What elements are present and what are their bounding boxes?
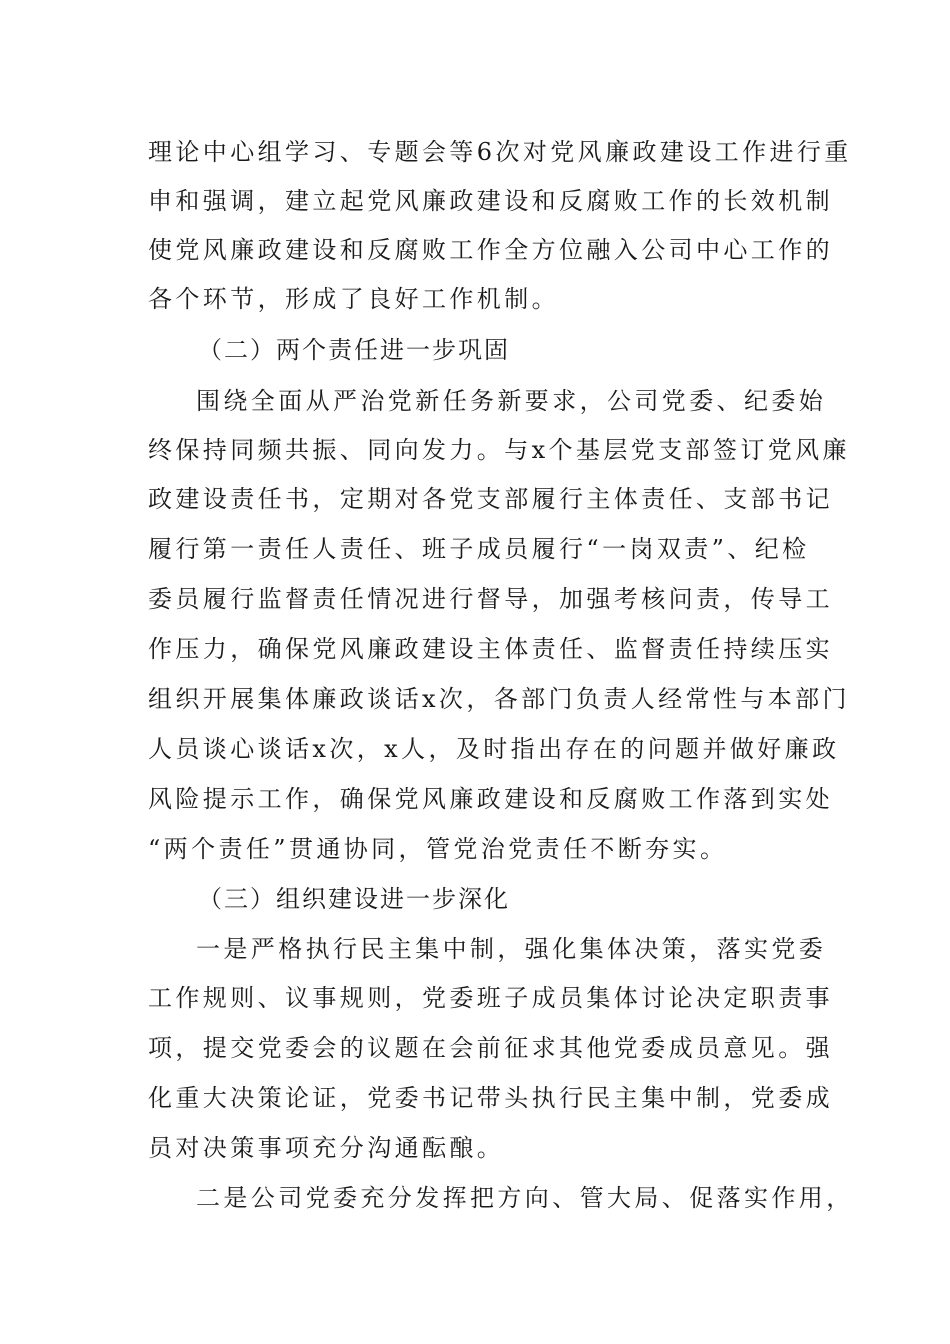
paragraph-line: 风险提示工作，确保党风廉政建设和反腐败工作落到实处 (148, 785, 833, 813)
paragraph-line: 一是严格执行民主集中制，强化集体决策，落实党委 (196, 935, 827, 963)
section-heading-two-responsibilities: （二）两个责任进一步巩固 (198, 336, 510, 364)
paragraph-line: 化重大决策论证，党委书记带头执行民主集中制，党委成 (148, 1084, 833, 1112)
paragraph-line: 理论中心组学习、专题会等6次对党风廉政建设工作进行重 (148, 138, 852, 166)
paragraph-line: 申和强调，建立起党风廉政建设和反腐败工作的长效机制 (148, 187, 833, 215)
paragraph-line: 各个环节，形成了良好工作机制。 (148, 285, 559, 313)
paragraph-line: 人员谈心谈话x次，x人，及时指出存在的问题并做好廉政 (148, 735, 840, 763)
paragraph-line: 项，提交党委会的议题在会前征求其他党委成员意见。强 (148, 1034, 833, 1062)
paragraph-line: 使党风廉政建设和反腐败工作全方位融入公司中心工作的 (148, 236, 833, 264)
paragraph-line: “两个责任”贯通协同，管党治党责任不断夯实。 (148, 835, 728, 863)
paragraph-line: 员对决策事项充分沟通酝酿。 (148, 1134, 505, 1162)
paragraph-line: 作压力，确保党风廉政建设主体责任、监督责任持续压实 (148, 635, 833, 663)
paragraph-line: 组织开展集体廉政谈话x次，各部门负责人经常性与本部门 (148, 685, 850, 713)
paragraph-line: 履行第一责任人责任、班子成员履行“一岗双责”、纪检 (148, 535, 810, 563)
paragraph-line: 委员履行监督责任情况进行督导，加强考核问责，传导工 (148, 585, 833, 613)
paragraph-line: 围绕全面从严治党新任务新要求，公司党委、纪委始 (196, 387, 827, 415)
paragraph-line: 终保持同频共振、同向发力。与x个基层党支部签订党风廉 (148, 436, 850, 464)
section-heading-organization: （三）组织建设进一步深化 (198, 885, 510, 913)
paragraph-line: 工作规则、议事规则，党委班子成员集体讨论决定职责事 (148, 984, 833, 1012)
paragraph-line: 二是公司党委充分发挥把方向、管大局、促落实作用， (196, 1184, 854, 1212)
paragraph-line: 政建设责任书，定期对各党支部履行主体责任、支部书记 (148, 485, 833, 513)
